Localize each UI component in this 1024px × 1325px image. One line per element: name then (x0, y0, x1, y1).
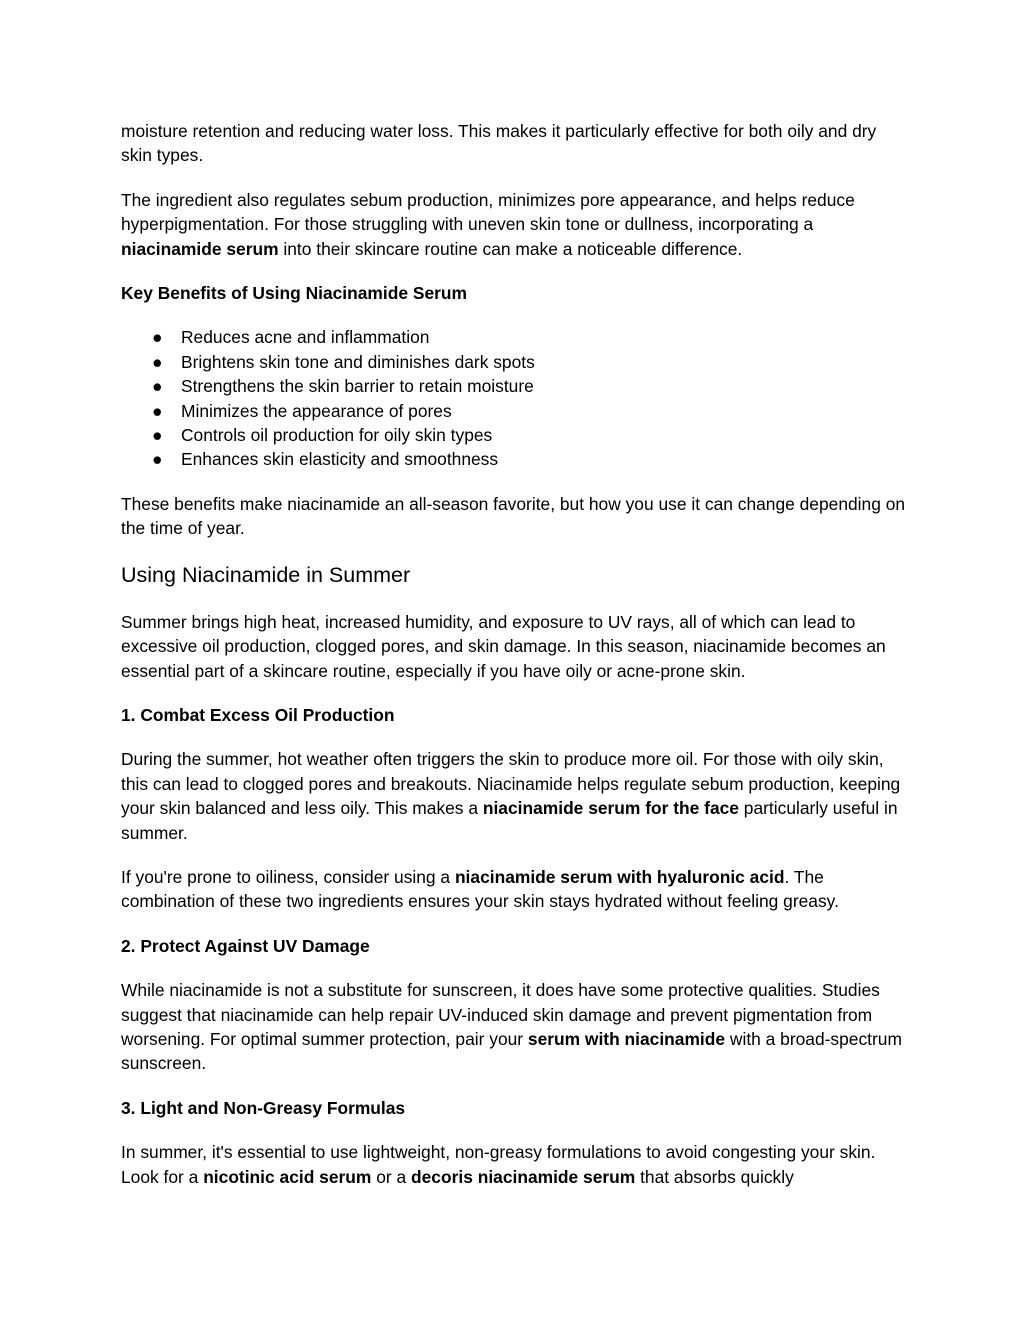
uv-damage-paragraph: While niacinamide is not a substitute for sunscreen, it does have some protective qualities. Studies suggest that niacinamide can help repair UV-induced skin damage and prevent pigmentation from worsening. For optimal summer protection, pair your serum with niacinamide with a broad-spectrum sunscreen. (121, 980, 902, 1074)
bullet-icon: ● (152, 351, 163, 372)
oil-production-heading: 1. Combat Excess Oil Production (121, 704, 395, 725)
oil-production-paragraph-2: If you're prone to oiliness, consider using a niacinamide serum with hyaluronic acid. The combination of these two ingredients ensures your skin stays hydrated without feeling greasy. (121, 866, 839, 912)
keyword-nicotinic-acid-serum: nicotinic acid serum (203, 1166, 372, 1187)
keyword-decoris-serum: decoris niacinamide serum (411, 1166, 636, 1187)
summer-section-heading: Using Niacinamide in Summer (121, 562, 411, 587)
bullet-icon: ● (152, 425, 163, 446)
keyword-serum-for-face: niacinamide serum for the face (482, 798, 739, 819)
bullet-icon: ● (152, 376, 163, 397)
uv-damage-heading: 2. Protect Against UV Damage (121, 935, 370, 956)
list-item: ● Controls oil production for oily skin types (121, 423, 906, 447)
intro-paragraph-2: The ingredient also regulates sebum production, minimizes pore appearance, and helps reduce hyperpigmentation. For those struggling with uneven skin tone or dullness, incorporating a niacinamide serum into their skincare routine can make a noticeable difference. (121, 189, 855, 259)
oil-production-paragraph-1: During the summer, hot weather often triggers the skin to produce more oil. For those with oily skin, this can lead to clogged pores and breakouts. Niacinamide helps regulate sebum production, keeping your skin balanced and less oily. This makes a niacinamide serum for the face particularly useful in summer. (121, 749, 901, 843)
list-item: ● Enhances skin elasticity and smoothness (121, 447, 906, 471)
benefits-summary: These benefits make niacinamide an all-season favorite, but how you use it can change depending on the time of year. (121, 493, 906, 539)
benefits-list (121, 325, 906, 471)
keyword-serum-with-niacinamide: serum with niacinamide (527, 1028, 726, 1049)
light-formulas-heading: 3. Light and Non-Greasy Formulas (121, 1097, 406, 1118)
list-item: ● Minimizes the appearance of pores (121, 399, 906, 423)
keyword-niacinamide-serum: niacinamide serum (121, 238, 279, 259)
benefits-heading: Key Benefits of Using Niacinamide Serum (121, 283, 467, 304)
light-formulas-paragraph: In summer, it's essential to use lightweight, non-greasy formulations to avoid congesting your skin. Look for a nicotinic acid serum or a decoris niacinamide serum that absorbs quickly (121, 1142, 876, 1187)
intro-paragraph-1: moisture retention and reducing water loss. This makes it particularly effective for both oily and dry skin types. (121, 121, 877, 166)
document-body (121, 119, 906, 1209)
list-item: ● Strengthens the skin barrier to retain moisture (121, 374, 906, 398)
list-item: ● Reduces acne and inflammation (121, 325, 906, 349)
bullet-icon: ● (152, 400, 163, 421)
keyword-serum-hyaluronic: niacinamide serum with hyaluronic acid (454, 866, 785, 887)
bullet-icon: ● (152, 449, 163, 470)
summer-intro-paragraph: Summer brings high heat, increased humidity, and exposure to UV rays, all of which can lead to excessive oil production, clogged pores, and skin damage. In this season, niacinamide becomes an essential part of a skincare routine, especially if you have oily or acne-prone skin. (121, 611, 886, 681)
list-item: ● Brightens skin tone and diminishes dark spots (121, 350, 906, 374)
bullet-icon: ● (152, 327, 163, 348)
